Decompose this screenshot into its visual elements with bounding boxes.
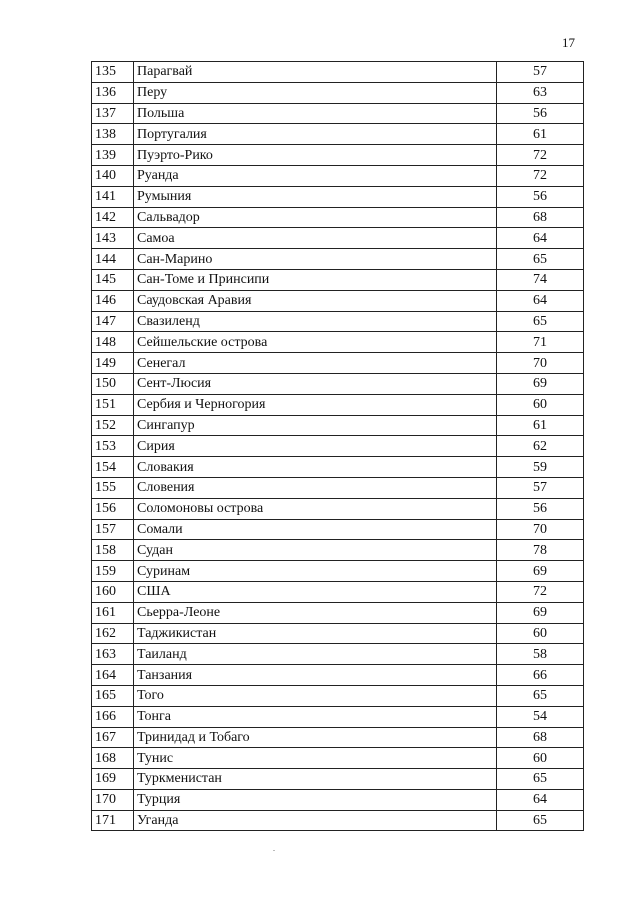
row-number-cell: 148 [92, 332, 134, 353]
table-row [92, 228, 584, 249]
value-cell: 56 [497, 186, 584, 207]
country-name-cell: Польша [134, 103, 497, 124]
table-row [92, 124, 584, 145]
country-name-cell: Тринидад и Тобаго [134, 727, 497, 748]
country-name-cell: Сомали [134, 519, 497, 540]
value-cell: 59 [497, 457, 584, 478]
country-name-cell: Сент-Люсия [134, 373, 497, 394]
table-row [92, 457, 584, 478]
country-name-cell: Парагвай [134, 62, 497, 83]
row-number-cell: 136 [92, 82, 134, 103]
table-row [92, 789, 584, 810]
country-name-cell: Руанда [134, 165, 497, 186]
row-number-cell: 153 [92, 436, 134, 457]
value-cell: 56 [497, 103, 584, 124]
table-row [92, 602, 584, 623]
table-row [92, 145, 584, 166]
value-cell: 60 [497, 623, 584, 644]
value-cell: 66 [497, 665, 584, 686]
row-number-cell: 168 [92, 748, 134, 769]
row-number-cell: 171 [92, 810, 134, 831]
country-name-cell: Саудовская Аравия [134, 290, 497, 311]
row-number-cell: 144 [92, 249, 134, 270]
country-name-cell: Сирия [134, 436, 497, 457]
country-name-cell: Сейшельские острова [134, 332, 497, 353]
country-name-cell: Самоа [134, 228, 497, 249]
value-cell: 62 [497, 436, 584, 457]
table-row [92, 269, 584, 290]
row-number-cell: 164 [92, 665, 134, 686]
table-row [92, 748, 584, 769]
country-name-cell: Перу [134, 82, 497, 103]
row-number-cell: 141 [92, 186, 134, 207]
row-number-cell: 137 [92, 103, 134, 124]
country-name-cell: Румыния [134, 186, 497, 207]
row-number-cell: 147 [92, 311, 134, 332]
row-number-cell: 166 [92, 706, 134, 727]
row-number-cell: 139 [92, 145, 134, 166]
country-name-cell: Сан-Марино [134, 249, 497, 270]
row-number-cell: 145 [92, 269, 134, 290]
value-cell: 69 [497, 373, 584, 394]
country-name-cell: Словакия [134, 457, 497, 478]
country-name-cell: Уганда [134, 810, 497, 831]
country-name-cell: США [134, 581, 497, 602]
value-cell: 56 [497, 498, 584, 519]
row-number-cell: 162 [92, 623, 134, 644]
value-cell: 63 [497, 82, 584, 103]
table-row [92, 810, 584, 831]
country-table [91, 61, 584, 831]
row-number-cell: 170 [92, 789, 134, 810]
value-cell: 72 [497, 581, 584, 602]
table-row [92, 82, 584, 103]
country-name-cell: Тонга [134, 706, 497, 727]
value-cell: 78 [497, 540, 584, 561]
table-row [92, 519, 584, 540]
value-cell: 54 [497, 706, 584, 727]
table-row [92, 644, 584, 665]
country-name-cell: Танзания [134, 665, 497, 686]
table-row [92, 415, 584, 436]
value-cell: 70 [497, 353, 584, 374]
value-cell: 74 [497, 269, 584, 290]
country-name-cell: Сингапур [134, 415, 497, 436]
country-name-cell: Пуэрто-Рико [134, 145, 497, 166]
value-cell: 61 [497, 415, 584, 436]
row-number-cell: 155 [92, 477, 134, 498]
table-row [92, 561, 584, 582]
table-row [92, 165, 584, 186]
table-row [92, 498, 584, 519]
value-cell: 65 [497, 249, 584, 270]
row-number-cell: 161 [92, 602, 134, 623]
country-name-cell: Соломоновы острова [134, 498, 497, 519]
row-number-cell: 156 [92, 498, 134, 519]
table-row [92, 769, 584, 790]
value-cell: 71 [497, 332, 584, 353]
country-name-cell: Сербия и Черногория [134, 394, 497, 415]
row-number-cell: 160 [92, 581, 134, 602]
country-name-cell: Туркменистан [134, 769, 497, 790]
value-cell: 65 [497, 685, 584, 706]
country-name-cell: Турция [134, 789, 497, 810]
value-cell: 72 [497, 165, 584, 186]
table-row [92, 727, 584, 748]
table-row [92, 207, 584, 228]
row-number-cell: 159 [92, 561, 134, 582]
country-name-cell: Сан-Томе и Принсипи [134, 269, 497, 290]
row-number-cell: 165 [92, 685, 134, 706]
table-row [92, 311, 584, 332]
row-number-cell: 167 [92, 727, 134, 748]
value-cell: 70 [497, 519, 584, 540]
table-row [92, 332, 584, 353]
value-cell: 57 [497, 62, 584, 83]
table-row [92, 394, 584, 415]
value-cell: 64 [497, 789, 584, 810]
value-cell: 68 [497, 207, 584, 228]
scan-speck [273, 850, 275, 851]
row-number-cell: 135 [92, 62, 134, 83]
row-number-cell: 163 [92, 644, 134, 665]
row-number-cell: 150 [92, 373, 134, 394]
table-row [92, 477, 584, 498]
country-name-cell: Сьерра-Леоне [134, 602, 497, 623]
table-row [92, 186, 584, 207]
value-cell: 57 [497, 477, 584, 498]
table-row [92, 436, 584, 457]
row-number-cell: 157 [92, 519, 134, 540]
row-number-cell: 151 [92, 394, 134, 415]
table-row [92, 581, 584, 602]
row-number-cell: 152 [92, 415, 134, 436]
table-row [92, 623, 584, 644]
row-number-cell: 142 [92, 207, 134, 228]
row-number-cell: 169 [92, 769, 134, 790]
table-row [92, 540, 584, 561]
row-number-cell: 138 [92, 124, 134, 145]
row-number-cell: 140 [92, 165, 134, 186]
country-name-cell: Суринам [134, 561, 497, 582]
value-cell: 64 [497, 228, 584, 249]
country-name-cell: Сенегал [134, 353, 497, 374]
row-number-cell: 146 [92, 290, 134, 311]
table-row [92, 249, 584, 270]
value-cell: 68 [497, 727, 584, 748]
country-name-cell: Того [134, 685, 497, 706]
row-number-cell: 143 [92, 228, 134, 249]
row-number-cell: 149 [92, 353, 134, 374]
table-row [92, 62, 584, 83]
row-number-cell: 158 [92, 540, 134, 561]
row-number-cell: 154 [92, 457, 134, 478]
value-cell: 69 [497, 561, 584, 582]
value-cell: 60 [497, 394, 584, 415]
value-cell: 61 [497, 124, 584, 145]
table-body [92, 62, 584, 831]
value-cell: 65 [497, 311, 584, 332]
value-cell: 65 [497, 810, 584, 831]
table-row [92, 706, 584, 727]
value-cell: 69 [497, 602, 584, 623]
value-cell: 64 [497, 290, 584, 311]
country-name-cell: Таиланд [134, 644, 497, 665]
country-name-cell: Словения [134, 477, 497, 498]
value-cell: 60 [497, 748, 584, 769]
value-cell: 65 [497, 769, 584, 790]
value-cell: 72 [497, 145, 584, 166]
table-row [92, 353, 584, 374]
country-name-cell: Сальвадор [134, 207, 497, 228]
table-row [92, 665, 584, 686]
country-name-cell: Судан [134, 540, 497, 561]
table-row [92, 373, 584, 394]
country-name-cell: Тунис [134, 748, 497, 769]
page-number: 17 [562, 35, 575, 50]
table-row [92, 103, 584, 124]
country-name-cell: Португалия [134, 124, 497, 145]
country-name-cell: Свазиленд [134, 311, 497, 332]
country-name-cell: Таджикистан [134, 623, 497, 644]
value-cell: 58 [497, 644, 584, 665]
table-row [92, 685, 584, 706]
table-row [92, 290, 584, 311]
